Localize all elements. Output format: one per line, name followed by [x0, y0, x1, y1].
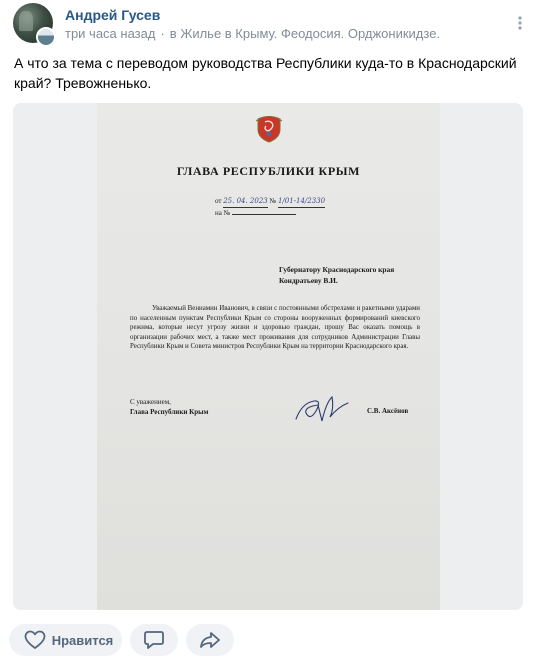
post-text: А что за тема с переводом руководства Республики куда-то в Краснодарский край? Тревожненько. — [14, 55, 517, 91]
document-number — [215, 196, 325, 219]
document-title: ГЛАВА РЕСПУБЛИКИ КРЫМ — [176, 164, 361, 178]
post-photo[interactable] — [13, 103, 523, 610]
ref-blank — [232, 214, 296, 215]
community-link[interactable]: в Жилье в Крыму. Феодосия. Орджоникидзе. — [169, 26, 441, 41]
comment-button[interactable] — [130, 624, 178, 656]
crimea-emblem-icon — [256, 113, 282, 143]
document-sheet — [97, 103, 440, 610]
number-prefix: № — [269, 197, 277, 205]
addressee-line-1: Губернатору Краснодарского края — [279, 265, 395, 274]
document-addressee — [279, 264, 394, 286]
comment-icon — [143, 630, 165, 650]
meta-separator: · — [160, 26, 165, 41]
closing-line-1: С уважением, — [130, 398, 171, 406]
document-signer: С.В. Аксёнов — [367, 407, 409, 415]
addressee-line-2: Кондратьеву В.И. — [279, 276, 338, 285]
share-button[interactable] — [186, 624, 234, 656]
community-avatar-badge[interactable] — [36, 27, 56, 47]
document-body: Уважаемый Вениамин Иванович, в связи с постоянными обстрелами и ракетными ударами по населенным пунктам Республики Крым со стороны вооруженных формирований киевского режима, которые несут угрозу жизни и здоровью граждан, прошу Вас оказать помощь в организации рабочих мест, а также мест проживания для сотрудников Администрации Главы Республики Крым и Совета министров Республики Крым на территории Краснодарского края. — [130, 305, 420, 351]
share-icon — [199, 630, 221, 650]
more-options-icon[interactable] — [513, 16, 527, 30]
post-time[interactable]: три часа назад — [65, 26, 156, 41]
heart-icon — [24, 630, 46, 650]
like-button[interactable] — [9, 624, 122, 656]
document-closing — [130, 397, 208, 417]
ref-prefix: на № — [215, 209, 231, 217]
closing-line-2: Глава Республики Крым — [130, 408, 209, 416]
author-name[interactable]: Андрей Гусев — [65, 7, 161, 23]
post-meta — [65, 26, 440, 41]
number-value: 1/01-14/2330 — [278, 196, 325, 208]
like-label: Нравится — [51, 632, 114, 648]
handwritten-signature — [292, 393, 350, 425]
date-value: 25. 04. 2023 — [223, 196, 268, 208]
date-prefix: от — [215, 197, 222, 205]
